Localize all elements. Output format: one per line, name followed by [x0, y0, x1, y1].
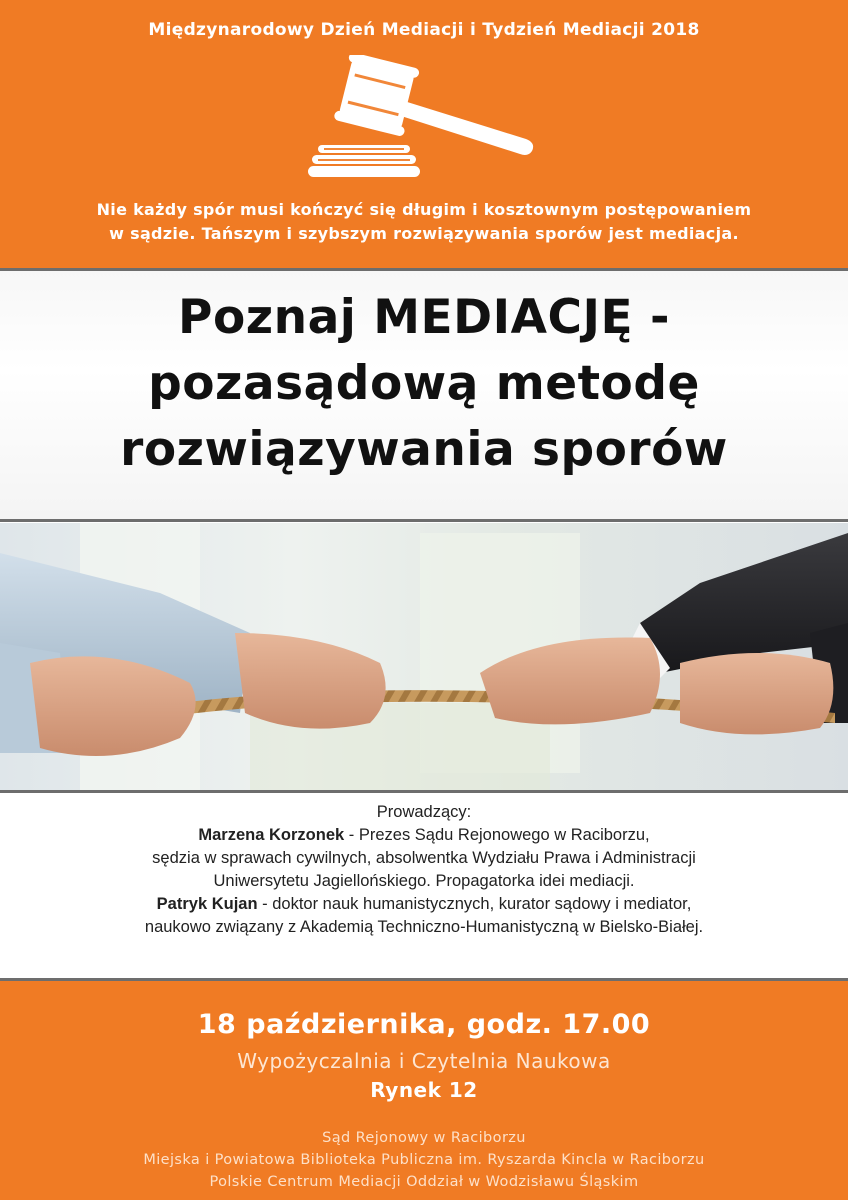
- lead-text: [30, 198, 818, 246]
- organizer-item: Polskie Centrum Mediacji Oddział w Wodzisławu Śląskim: [209, 1174, 639, 1190]
- speaker-1: [0, 824, 848, 847]
- event-date: 18 października, godz. 17.00: [197, 1009, 651, 1040]
- headline-line-1: Poznaj MEDIACJĘ -: [178, 290, 670, 345]
- gavel-icon: [300, 55, 540, 185]
- headline-line-2: pozasądową metodę: [148, 356, 700, 411]
- tug-of-war-photo: [0, 523, 848, 790]
- speaker-2-role: - doktor nauk humanistycznych, kurator sądowy i mediator,: [257, 895, 692, 913]
- speaker-2-desc-1: naukowo związany z Akademią Techniczno-Humanistyczną w Bielsko-Białej.: [144, 918, 704, 936]
- lead-line-1: Nie każdy spór musi kończyć się długim i kosztownym postępowaniem: [96, 200, 752, 219]
- lead-line-2: w sądzie. Tańszym i szybszym rozwiązywania sporów jest mediacja.: [109, 224, 739, 243]
- divider: [0, 519, 848, 522]
- organizers-list: [0, 1127, 848, 1193]
- event-venue: Wypożyczalnia i Czytelnia Naukowa: [237, 1049, 611, 1073]
- event-details-banner: [0, 981, 848, 1200]
- event-address: Rynek 12: [370, 1078, 478, 1102]
- organizer-item: Sąd Rejonowy w Raciborzu: [322, 1130, 526, 1146]
- headline-section: [0, 271, 848, 519]
- speaker-2-name: Patryk Kujan: [156, 895, 258, 913]
- speaker-2: [0, 893, 848, 916]
- event-series-title: Międzynarodowy Dzień Mediacji i Tydzień Mediacji 2018: [148, 20, 700, 40]
- tug-of-war-image: [0, 523, 848, 790]
- speakers-section: [0, 793, 848, 978]
- speaker-1-desc-2: Uniwersytetu Jagiellońskiego. Propagatorka idei mediacji.: [213, 872, 635, 890]
- speaker-1-name: Marzena Korzonek: [198, 826, 345, 844]
- speaker-1-desc-1: sędzia w sprawach cywilnych, absolwentka Wydziału Prawa i Administracji: [152, 849, 696, 867]
- organizer-item: Miejska i Powiatowa Biblioteka Publiczna im. Ryszarda Kincla w Raciborzu: [143, 1152, 705, 1168]
- top-banner: [0, 0, 848, 268]
- speakers-heading: Prowadzący:: [376, 803, 472, 821]
- speaker-1-role: - Prezes Sądu Rejonowego w Raciborzu,: [344, 826, 650, 844]
- headline-line-3: rozwiązywania sporów: [120, 422, 728, 477]
